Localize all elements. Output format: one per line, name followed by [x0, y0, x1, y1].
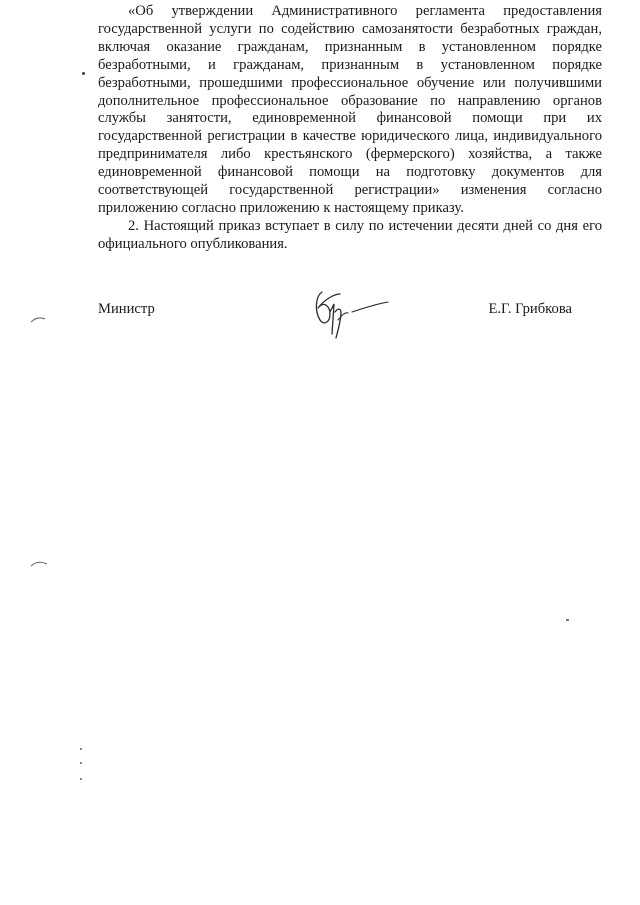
scan-speck [80, 762, 82, 764]
scan-speck [80, 748, 82, 750]
handwritten-signature [308, 282, 390, 342]
scan-speck [566, 619, 569, 621]
signatory-name: Е.Г. Грибкова [488, 301, 572, 317]
scan-speck [80, 778, 82, 780]
scan-mark [30, 560, 48, 568]
paragraph-effective-date: 2. Настоящий приказ вступает в силу по истечении десяти дней со дня его официального опубликования. [98, 217, 602, 252]
scan-mark [30, 316, 46, 324]
scan-speck [82, 72, 85, 75]
document-body [98, 3, 602, 254]
signatory-title: Министр [98, 301, 155, 317]
paragraph-regulation-title: «Об утверждении Административного регламента предоставления государственной услуги по содействию самозанятости безработных граждан, включая оказание гражданам, признанным в установленном порядке безработными, и гражданам, признанным в установленном порядке безработными, прошедшими профессиональное обучение или получившими дополнительное профессиональное образование по направлению органов службы занятости, единовременной финансовой помощи при их государственной регистрации в качестве юридического лица, индивидуального предпринимателя либо крестьянского (фермерского) хозяйства, а также единовременной финансовой помощи на подготовку документов для соответствующей государственной регистрации» изменения согласно приложению согласно приложению к настоящему приказу. [98, 3, 602, 216]
